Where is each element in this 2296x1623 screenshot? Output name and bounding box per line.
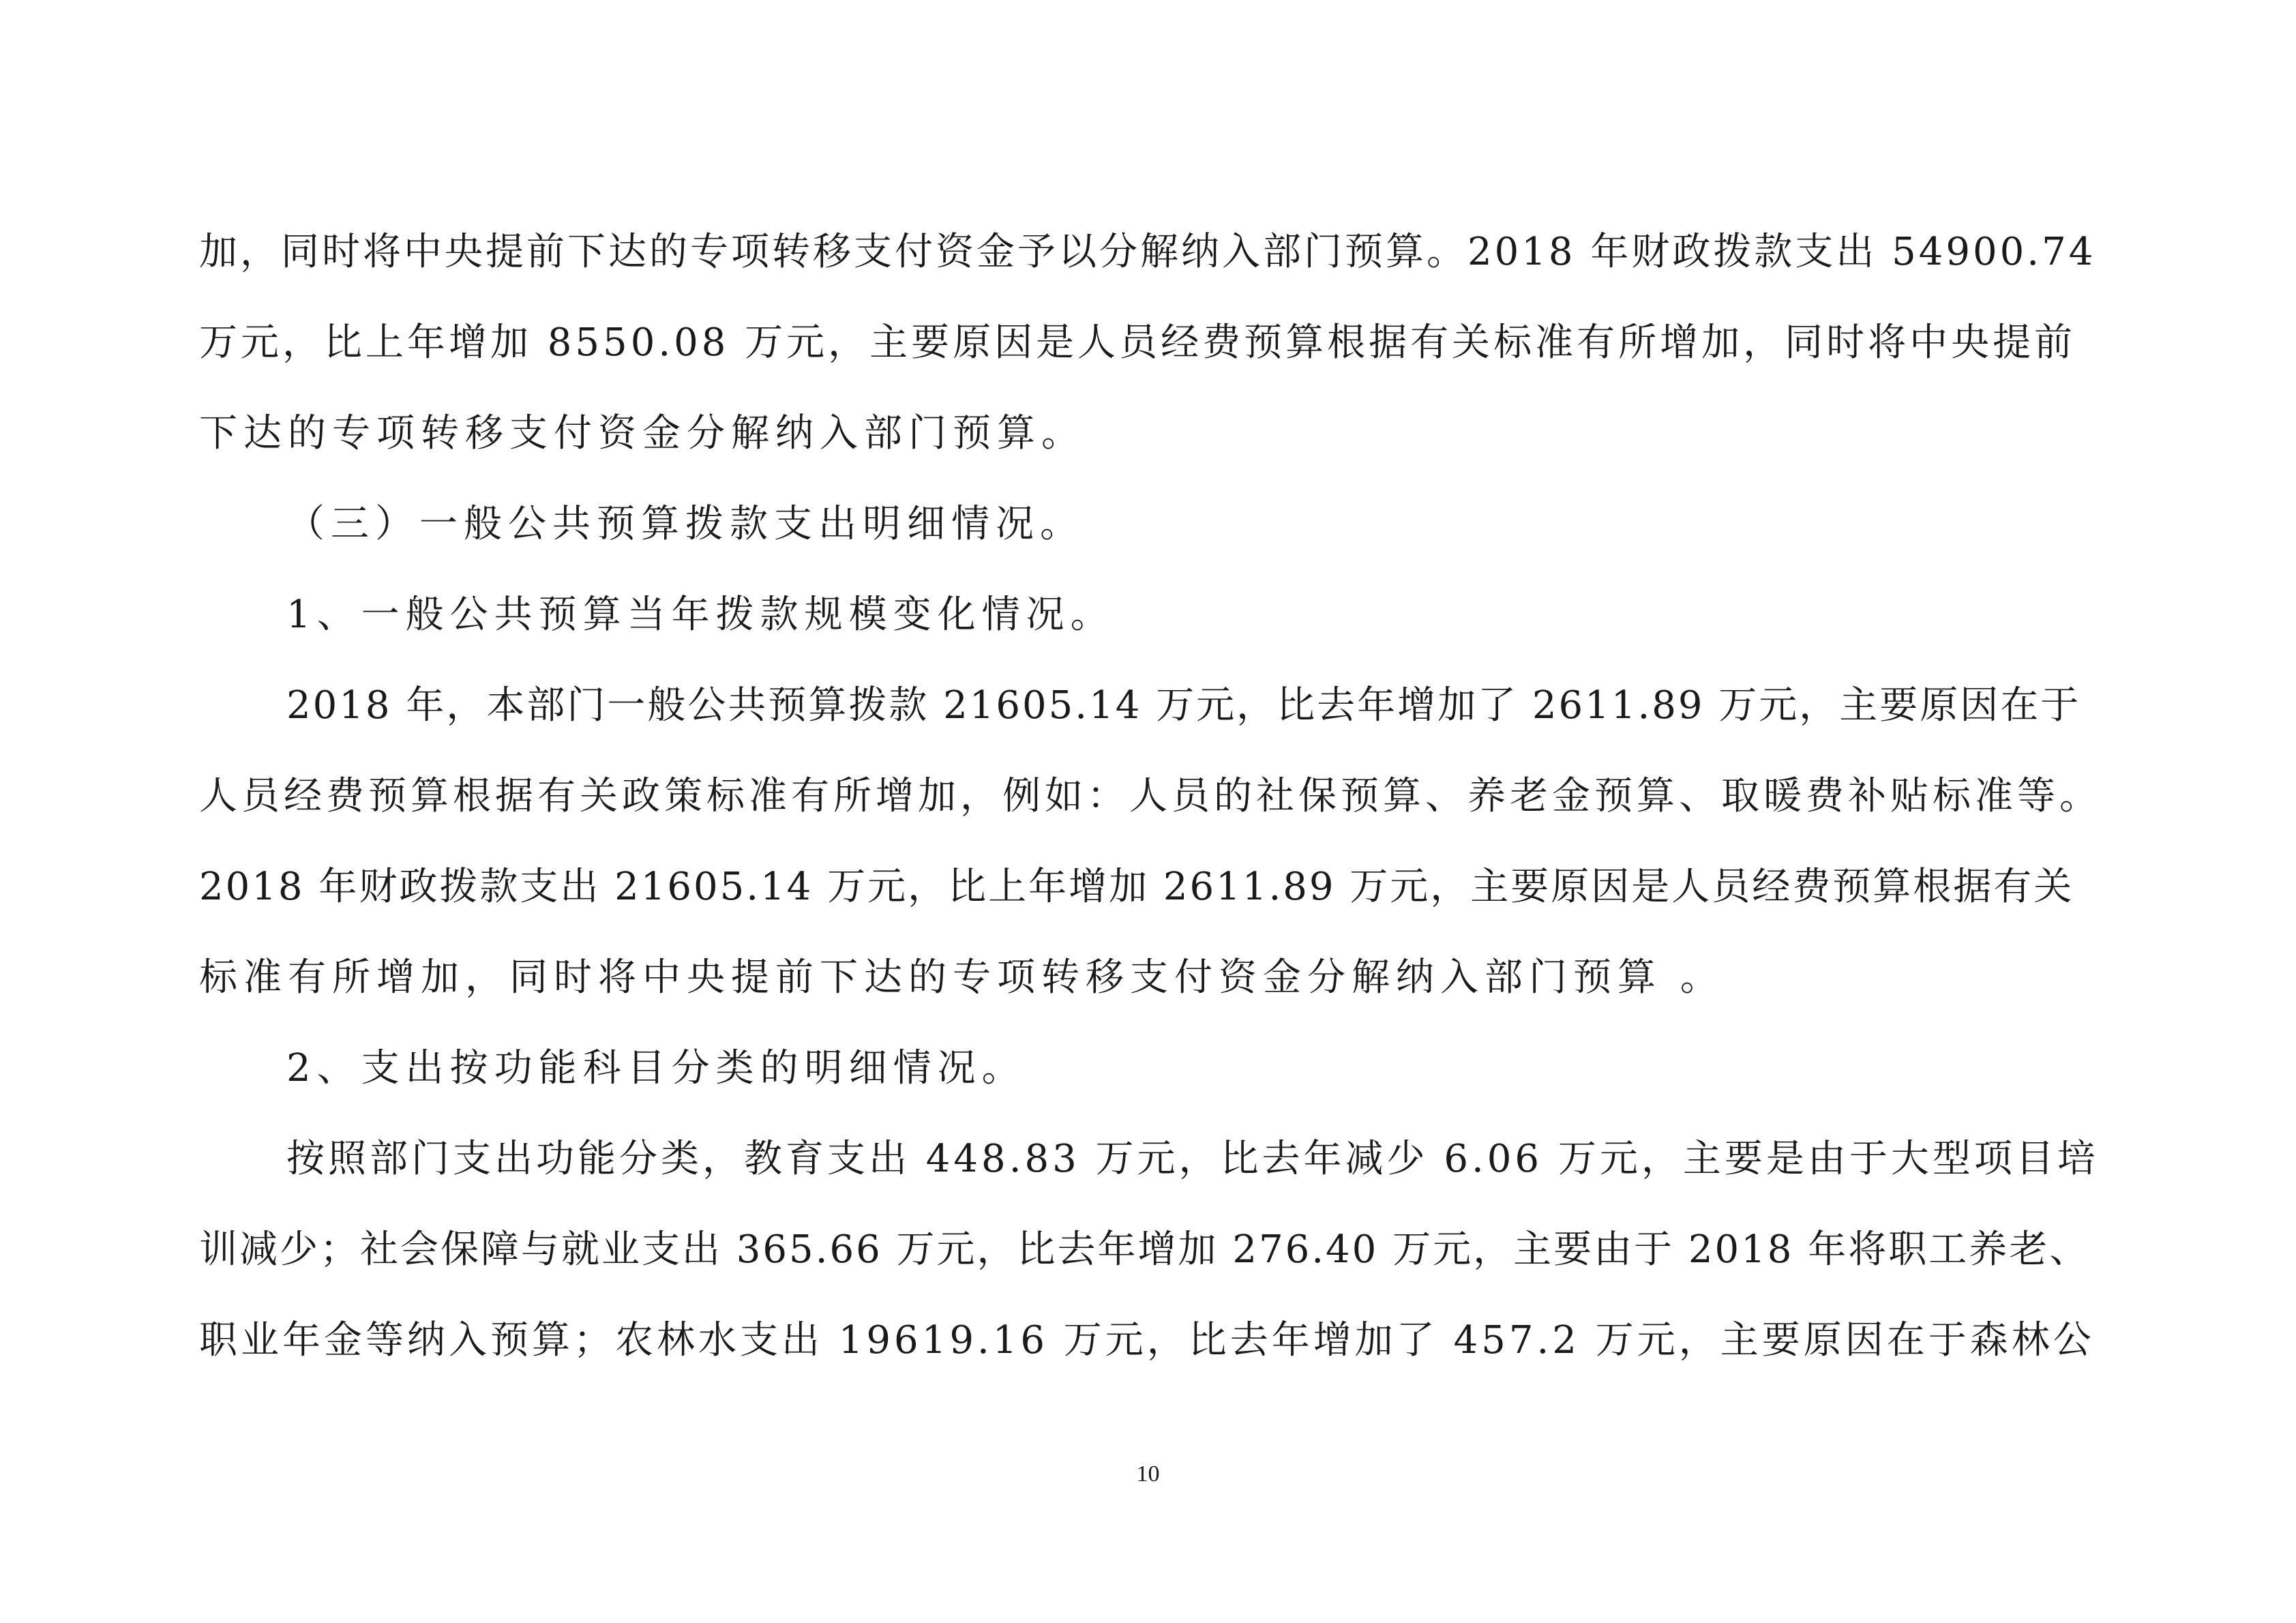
paragraph-line: 按照部门支出功能分类，教育支出 448.83 万元，比去年减少 6.06 万元，主要是由于大型项目培 — [286, 1137, 2099, 1181]
paragraph-line: 2018 年，本部门一般公共预算拨款 21605.14 万元，比去年增加了 2611.89 万元，主要原因在于 — [286, 683, 2081, 728]
paragraph-line: 万元，比上年增加 8550.08 万元，主要原因是人员经费预算根据有关标准有所增加，同时将中央提前 — [199, 321, 2076, 365]
page-number: 10 — [1136, 1461, 1160, 1487]
paragraph-line: 2018 年财政拨款支出 21605.14 万元，比上年增加 2611.89 万元，主要原因是人员经费预算根据有关 — [199, 865, 2074, 909]
paragraph-line: 标准有所增加，同时将中央提前下达的专项转移支付资金分解纳入部门预算 。 — [199, 955, 1725, 1000]
section-heading: （三）一般公共预算拨款支出明细情况。 — [286, 502, 1084, 546]
subsection-heading: 1、一般公共预算当年拨款规模变化情况。 — [286, 593, 1115, 637]
paragraph-line: 下达的专项转移支付资金分解纳入部门预算。 — [199, 411, 1086, 456]
subsection-heading: 2、支出按功能科目分类的明细情况。 — [286, 1046, 1026, 1090]
paragraph-line: 人员经费预算根据有关政策标准有所增加，例如：人员的社保预算、养老金预算、取暖费补贴标准等。 — [199, 774, 2102, 818]
paragraph-line: 训减少；社会保障与就业支出 365.66 万元，比去年增加 276.40 万元，主要由于 2018 年将职工养老、 — [199, 1227, 2090, 1272]
paragraph-line: 职业年金等纳入预算；农林水支出 19619.16 万元，比去年增加了 457.2 万元，主要原因在于森林公 — [199, 1318, 2095, 1363]
paragraph-line: 加，同时将中央提前下达的专项转移支付资金予以分解纳入部门预算。2018 年财政拨款支出 54900.74 — [199, 230, 2096, 274]
